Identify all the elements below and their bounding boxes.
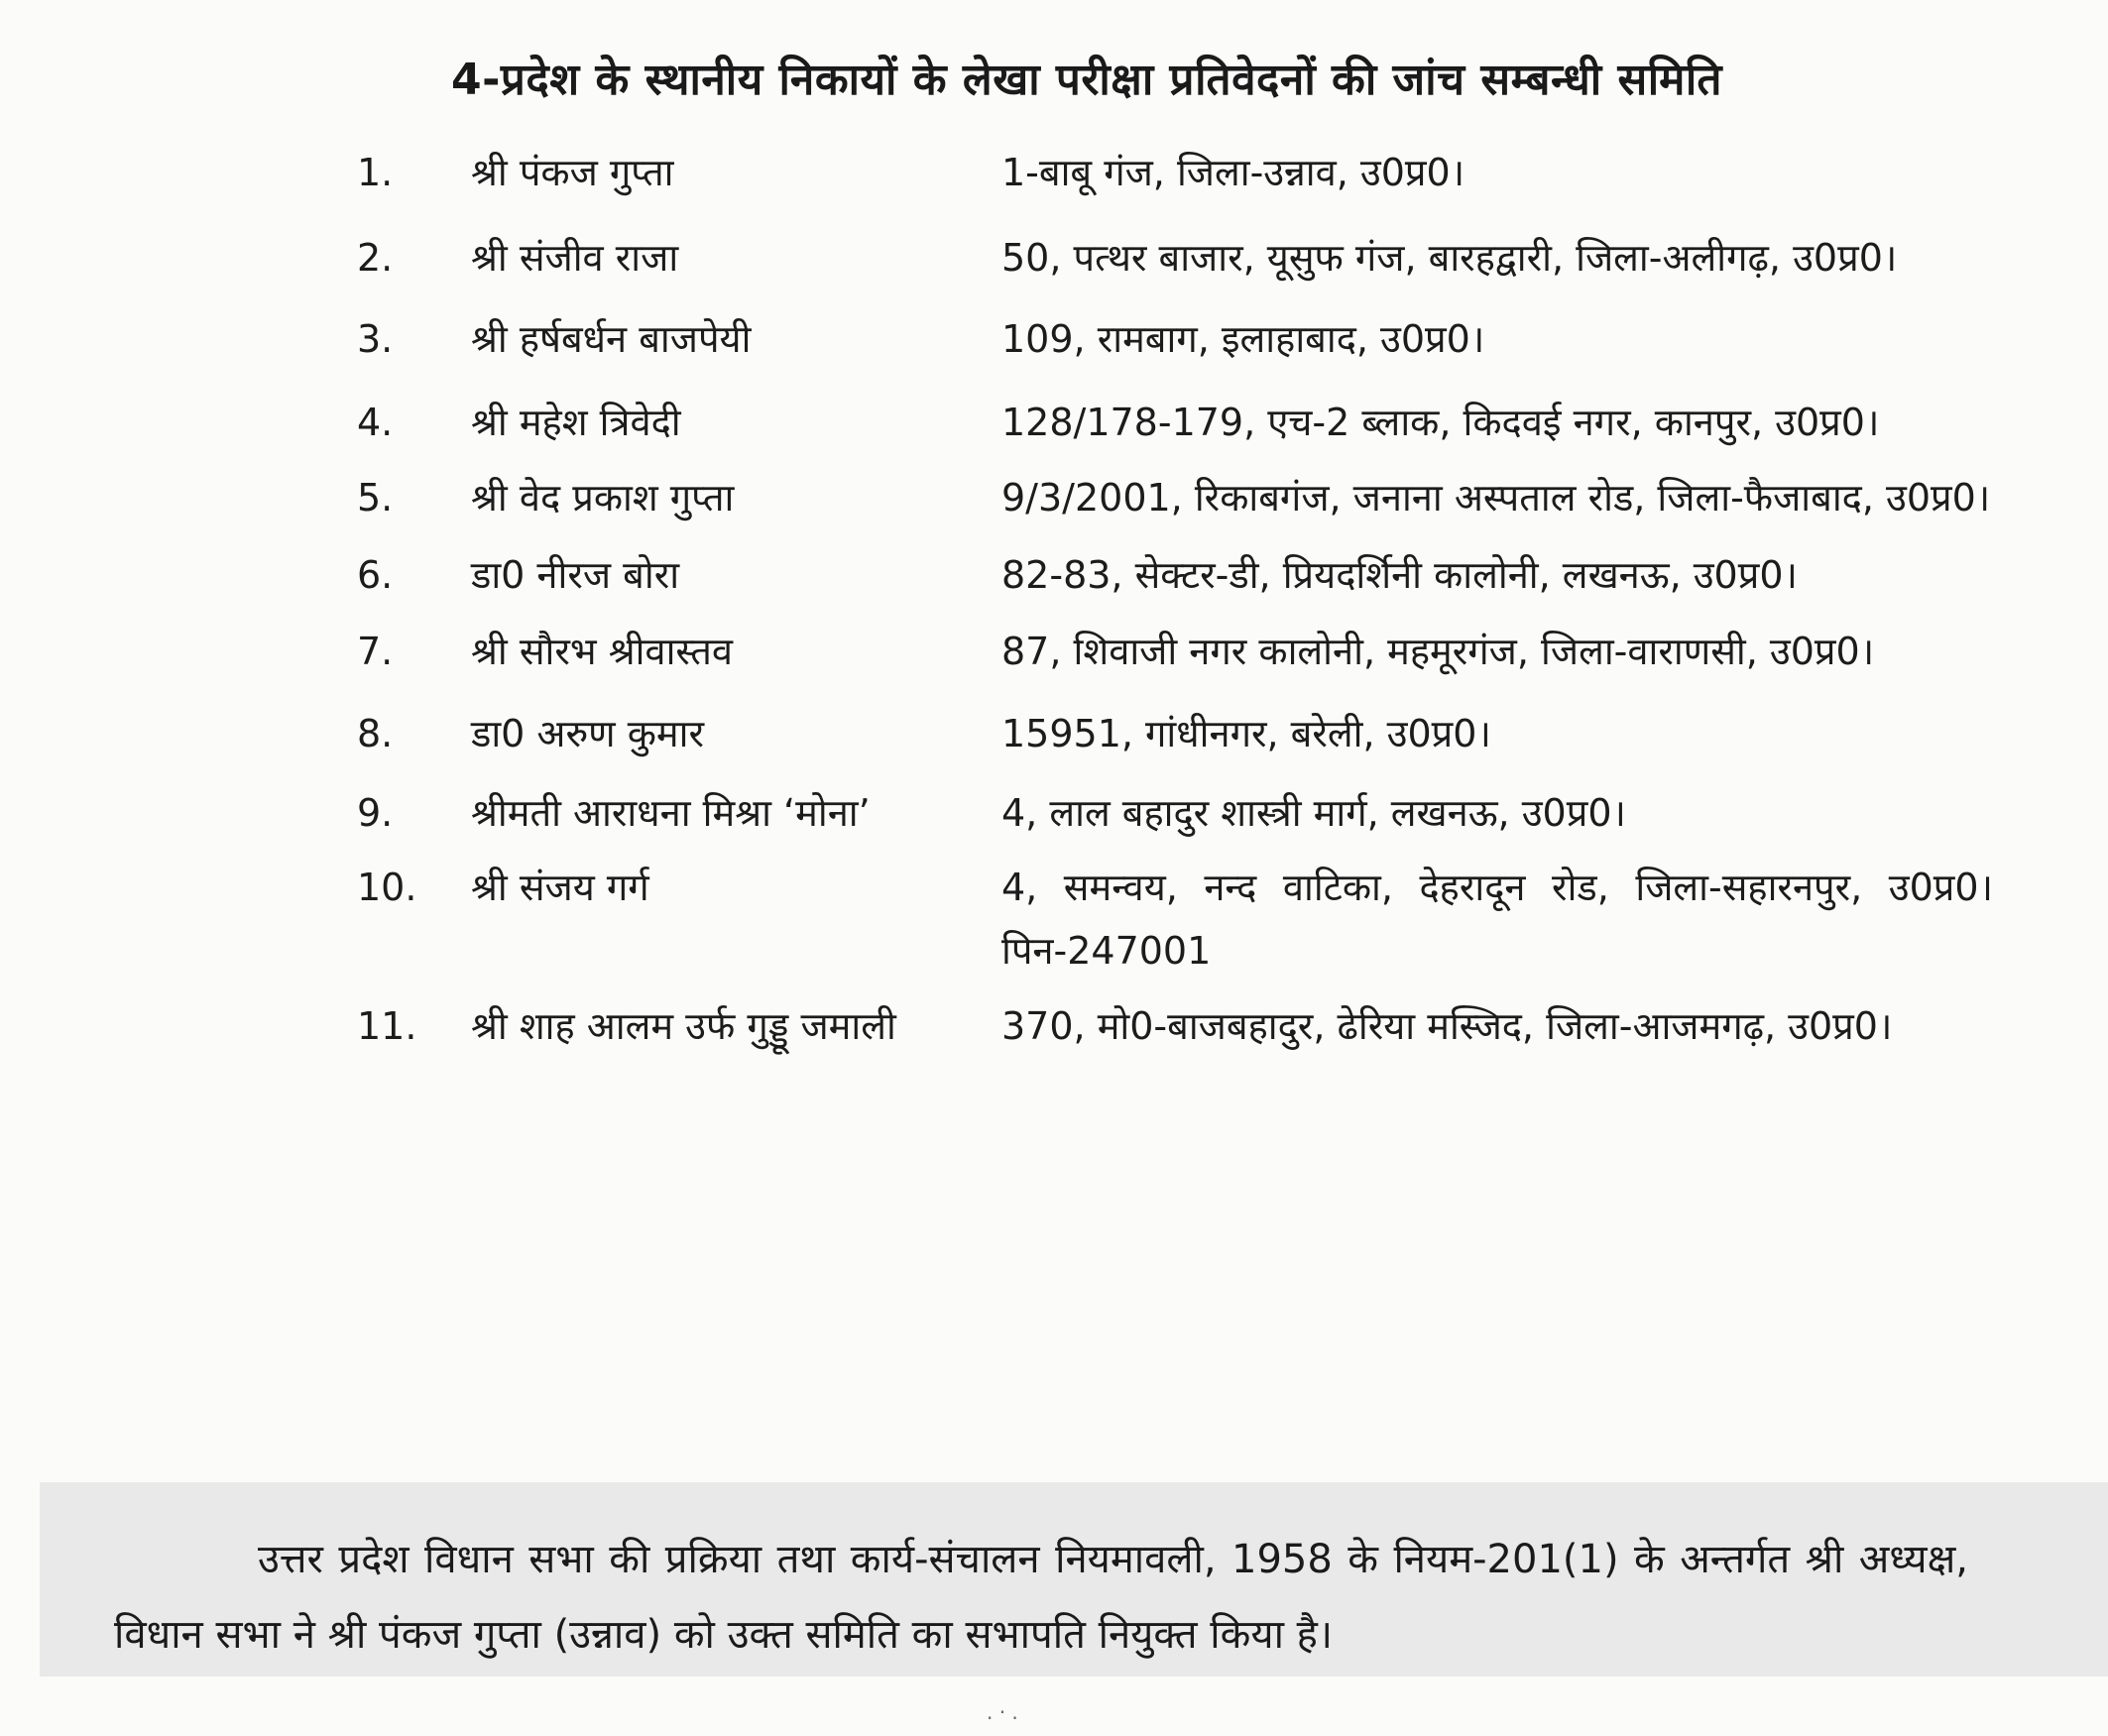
serial-number: 11. [357, 1004, 417, 1048]
member-row [357, 994, 2003, 1058]
member-address: 1-बाबू गंज, जिला-उन्नाव, उ0प्र0। [1001, 151, 1465, 194]
member-row [357, 384, 2003, 461]
member-address: 50, पत्थर बाजार, यूसुफ गंज, बारहद्वारी, जिला-अलीगढ़, उ0प्र0। [1001, 236, 1898, 280]
member-list [357, 134, 2003, 1058]
member-name: श्री शाह आलम उर्फ गुड्डू जमाली [471, 1004, 896, 1048]
member-name: श्री वेद प्रकाश गुप्ता [471, 476, 735, 520]
member-row [357, 219, 2003, 296]
member-row [357, 774, 2003, 852]
member-name: श्री सौरभ श्रीवास्तव [471, 630, 733, 673]
member-address: 82-83, सेक्टर-डी, प्रियदर्शिनी कालोनी, लखनऊ, उ0प्र0। [1001, 553, 1798, 597]
serial-number: 2. [357, 236, 394, 280]
member-name: श्री हर्षबर्धन बाजपेयी [471, 317, 752, 361]
serial-number: 10. [357, 866, 417, 909]
member-name: श्री महेश त्रिवेदी [471, 401, 681, 444]
serial-number: 4. [357, 401, 394, 444]
serial-number: 7. [357, 630, 394, 673]
member-row [357, 467, 2003, 528]
serial-number: 9. [357, 791, 394, 835]
member-address: 109, रामबाग, इलाहाबाद, उ0प्र0। [1001, 317, 1485, 361]
member-address: 87, शिवाजी नगर कालोनी, महमूरगंज, जिला-वाराणसी, उ0प्र0। [1001, 630, 1875, 673]
member-name: श्री संजय गर्ग [471, 866, 649, 909]
member-row [357, 695, 2003, 772]
serial-number: 5. [357, 476, 394, 520]
member-address: 370, मो0-बाजबहादुर, ढेरिया मस्जिद, जिला-आजमगढ़, उ0प्र0। [1001, 1004, 1893, 1048]
top-cropped-line [892, 0, 1884, 7]
member-name: श्री पंकज गुप्ता [471, 151, 674, 194]
member-address: 4, समन्वय, नन्द वाटिका, देहरादून रोड, जिला-सहारनपुर, उ0प्र0। पिन-247001 [1001, 866, 1993, 973]
member-name: श्री संजीव राजा [471, 236, 679, 280]
member-address: 128/178-179, एच-2 ब्लाक, किदवई नगर, कानपुर, उ0प्र0। [1001, 401, 1880, 444]
member-row [357, 856, 2003, 983]
member-row [357, 134, 2003, 211]
member-address: 15951, गांधीनगर, बरेली, उ0प्र0। [1001, 712, 1491, 755]
member-row [357, 300, 2003, 378]
serial-number: 1. [357, 151, 394, 194]
member-address: 9/3/2001, रिकाबगंज, जनाना अस्पताल रोड, जिला-फैजाबाद, उ0प्र0। [1001, 476, 1991, 520]
serial-number: 6. [357, 553, 394, 597]
committee-heading: 4-प्रदेश के स्थानीय निकायों के लेखा परीक्षा प्रतिवेदनों की जांच सम्बन्धी समिति [451, 55, 1722, 105]
member-name: श्रीमती आराधना मिश्रा ‘मोना’ [471, 791, 871, 835]
member-name: डा0 अरुण कुमार [471, 712, 705, 755]
scan-dots: . · . [987, 1700, 1018, 1724]
member-row [357, 618, 2003, 685]
member-address: 4, लाल बहादुर शास्त्री मार्ग, लखनऊ, उ0प्र0। [1001, 791, 1626, 835]
serial-number: 3. [357, 317, 394, 361]
member-name: डा0 नीरज बोरा [471, 553, 680, 597]
appointment-note: उत्तर प्रदेश विधान सभा की प्रक्रिया तथा कार्य-संचालन नियमावली, 1958 के नियम-201(1) के अन्तर्गत श्री अध्यक्ष, विधान सभा ने श्री पंकज गुप्ता (उन्नाव) को उक्त समिति का सभापति नियुक्त किया है। [114, 1537, 1968, 1658]
member-row [357, 536, 2003, 614]
serial-number: 8. [357, 712, 394, 755]
